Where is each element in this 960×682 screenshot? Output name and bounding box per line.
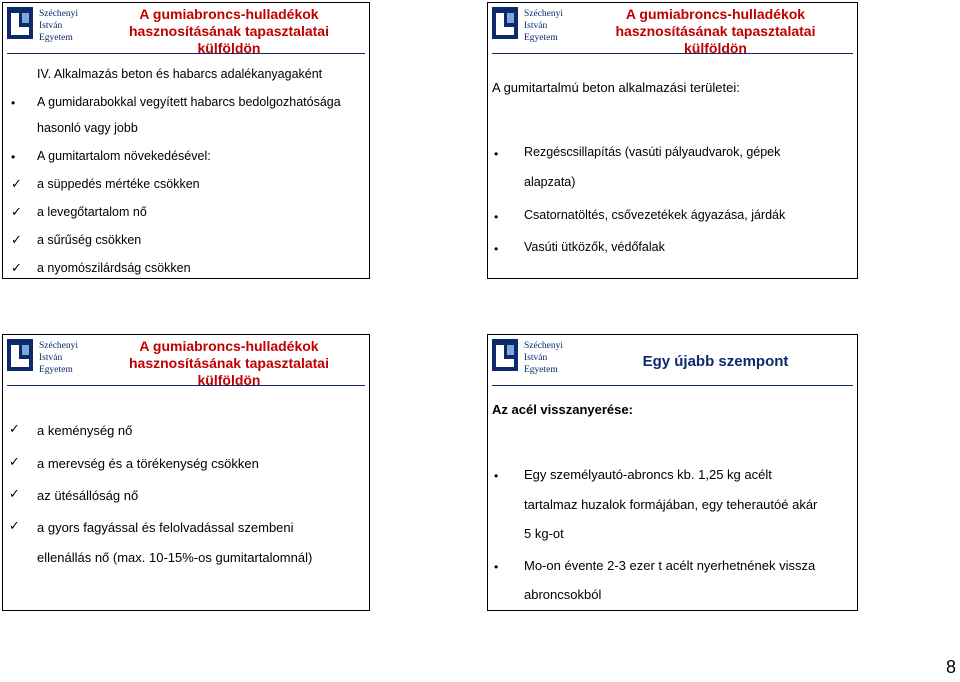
list-item: a merevség és a törékenység csökken bbox=[37, 456, 259, 471]
list-item: a levegőtartalom nő bbox=[37, 205, 147, 219]
title-line: Egy újabb szempont bbox=[642, 353, 789, 370]
slide-4 bbox=[487, 334, 858, 611]
bullet-icon: • bbox=[494, 210, 499, 224]
title-line: hasznosításának tapasztalatai bbox=[615, 23, 816, 39]
logo-line-1: Széchenyi bbox=[39, 9, 79, 19]
list-item: a sűrűség csökken bbox=[37, 233, 142, 247]
university-logo-icon bbox=[492, 339, 518, 371]
list-item: ellenállás nő (max. 10-15%-os gumitartalomnál) bbox=[37, 550, 313, 565]
university-logo-icon bbox=[492, 7, 518, 39]
logo-line-3: Egyetem bbox=[39, 33, 73, 43]
check-icon: ✓ bbox=[11, 204, 22, 219]
check-icon: ✓ bbox=[11, 232, 22, 247]
list-item: A gumidarabokkal vegyített habarcs bedolgozhatósága bbox=[37, 95, 341, 109]
check-icon: ✓ bbox=[9, 421, 20, 436]
list-item: Mo-on évente 2-3 ezer t acélt nyerhetnének vissza bbox=[524, 558, 816, 573]
list-item: a nyomószilárdság csökken bbox=[37, 261, 191, 275]
list-item: tartalmaz huzalok formájában, egy teherautóé akár bbox=[524, 497, 818, 512]
title-line: A gumiabroncs-hulladékok bbox=[139, 338, 319, 354]
bullet-icon: • bbox=[494, 242, 499, 256]
slide-title bbox=[93, 6, 365, 57]
title-line: A gumiabroncs-hulladékok bbox=[625, 6, 806, 22]
header-divider bbox=[492, 385, 853, 386]
check-icon: ✓ bbox=[9, 518, 20, 533]
check-icon: ✓ bbox=[9, 486, 20, 501]
list-item: a keménység nő bbox=[37, 423, 133, 438]
logo-line-2: István bbox=[39, 353, 63, 363]
logo-line-3: Egyetem bbox=[524, 33, 558, 43]
check-icon: ✓ bbox=[11, 260, 22, 275]
slide-title bbox=[578, 353, 853, 370]
logo-line-1: Széchenyi bbox=[39, 341, 79, 351]
list-item: A gumitartalom növekedésével: bbox=[37, 149, 211, 163]
slide-2 bbox=[487, 2, 858, 279]
title-line: hasznosításának tapasztalatai bbox=[129, 23, 329, 39]
bullet-icon: • bbox=[494, 469, 499, 483]
list-item: hasonló vagy jobb bbox=[37, 121, 138, 135]
list-item: Rezgéscsillapítás (vasúti pályaudvarok, gépek bbox=[524, 145, 781, 159]
logo-line-3: Egyetem bbox=[39, 365, 73, 375]
title-line: A gumiabroncs-hulladékok bbox=[139, 6, 319, 22]
logo-line-2: István bbox=[524, 21, 548, 31]
title-line: külföldön bbox=[197, 372, 261, 388]
bullet-icon: • bbox=[11, 96, 16, 110]
header-divider bbox=[492, 53, 853, 54]
header-divider bbox=[7, 385, 365, 386]
slide-heading: A gumitartalmú beton alkalmazási területei: bbox=[492, 80, 740, 95]
bullet-icon: • bbox=[494, 560, 499, 574]
list-item: a gyors fagyással és felolvadással szembeni bbox=[37, 520, 294, 535]
list-item: Csatornatöltés, csővezetékek ágyazása, járdák bbox=[524, 208, 786, 222]
university-logo bbox=[7, 7, 87, 45]
logo-line-1: Széchenyi bbox=[524, 9, 564, 19]
list-item: a süppedés mértéke csökken bbox=[37, 177, 200, 191]
page-number: 8 bbox=[945, 657, 956, 677]
logo-line-2: István bbox=[39, 21, 63, 31]
list-item: Egy személyautó-abroncs kb. 1,25 kg acélt bbox=[524, 467, 772, 482]
logo-line-2: István bbox=[524, 353, 548, 363]
list-item: abroncsokból bbox=[524, 587, 602, 602]
slide-heading: Az acél visszanyerése: bbox=[492, 402, 633, 417]
bullet-icon: • bbox=[11, 150, 16, 164]
university-logo-icon bbox=[7, 339, 33, 371]
slide-3 bbox=[2, 334, 370, 611]
title-line: külföldön bbox=[197, 40, 261, 56]
header-divider bbox=[7, 53, 365, 54]
bullet-icon: • bbox=[494, 147, 499, 161]
university-logo bbox=[7, 339, 87, 377]
university-logo-icon bbox=[7, 7, 33, 39]
title-line: külföldön bbox=[684, 40, 747, 56]
slide-heading: IV. Alkalmazás beton és habarcs adalékanyagaként bbox=[37, 67, 323, 81]
logo-line-3: Egyetem bbox=[524, 365, 558, 375]
list-item: az ütésállóság nő bbox=[37, 488, 139, 503]
university-logo bbox=[492, 339, 572, 377]
logo-line-1: Széchenyi bbox=[524, 341, 564, 351]
list-item: Vasúti ütközők, védőfalak bbox=[524, 240, 665, 254]
check-icon: ✓ bbox=[11, 176, 22, 191]
university-logo bbox=[492, 7, 572, 45]
slide-title bbox=[93, 338, 365, 389]
slide-title bbox=[578, 6, 853, 57]
title-line: hasznosításának tapasztalatai bbox=[129, 355, 329, 371]
check-icon: ✓ bbox=[9, 454, 20, 469]
list-item: alapzata) bbox=[524, 175, 576, 189]
list-item: 5 kg-ot bbox=[524, 526, 564, 541]
slide-1 bbox=[2, 2, 370, 279]
